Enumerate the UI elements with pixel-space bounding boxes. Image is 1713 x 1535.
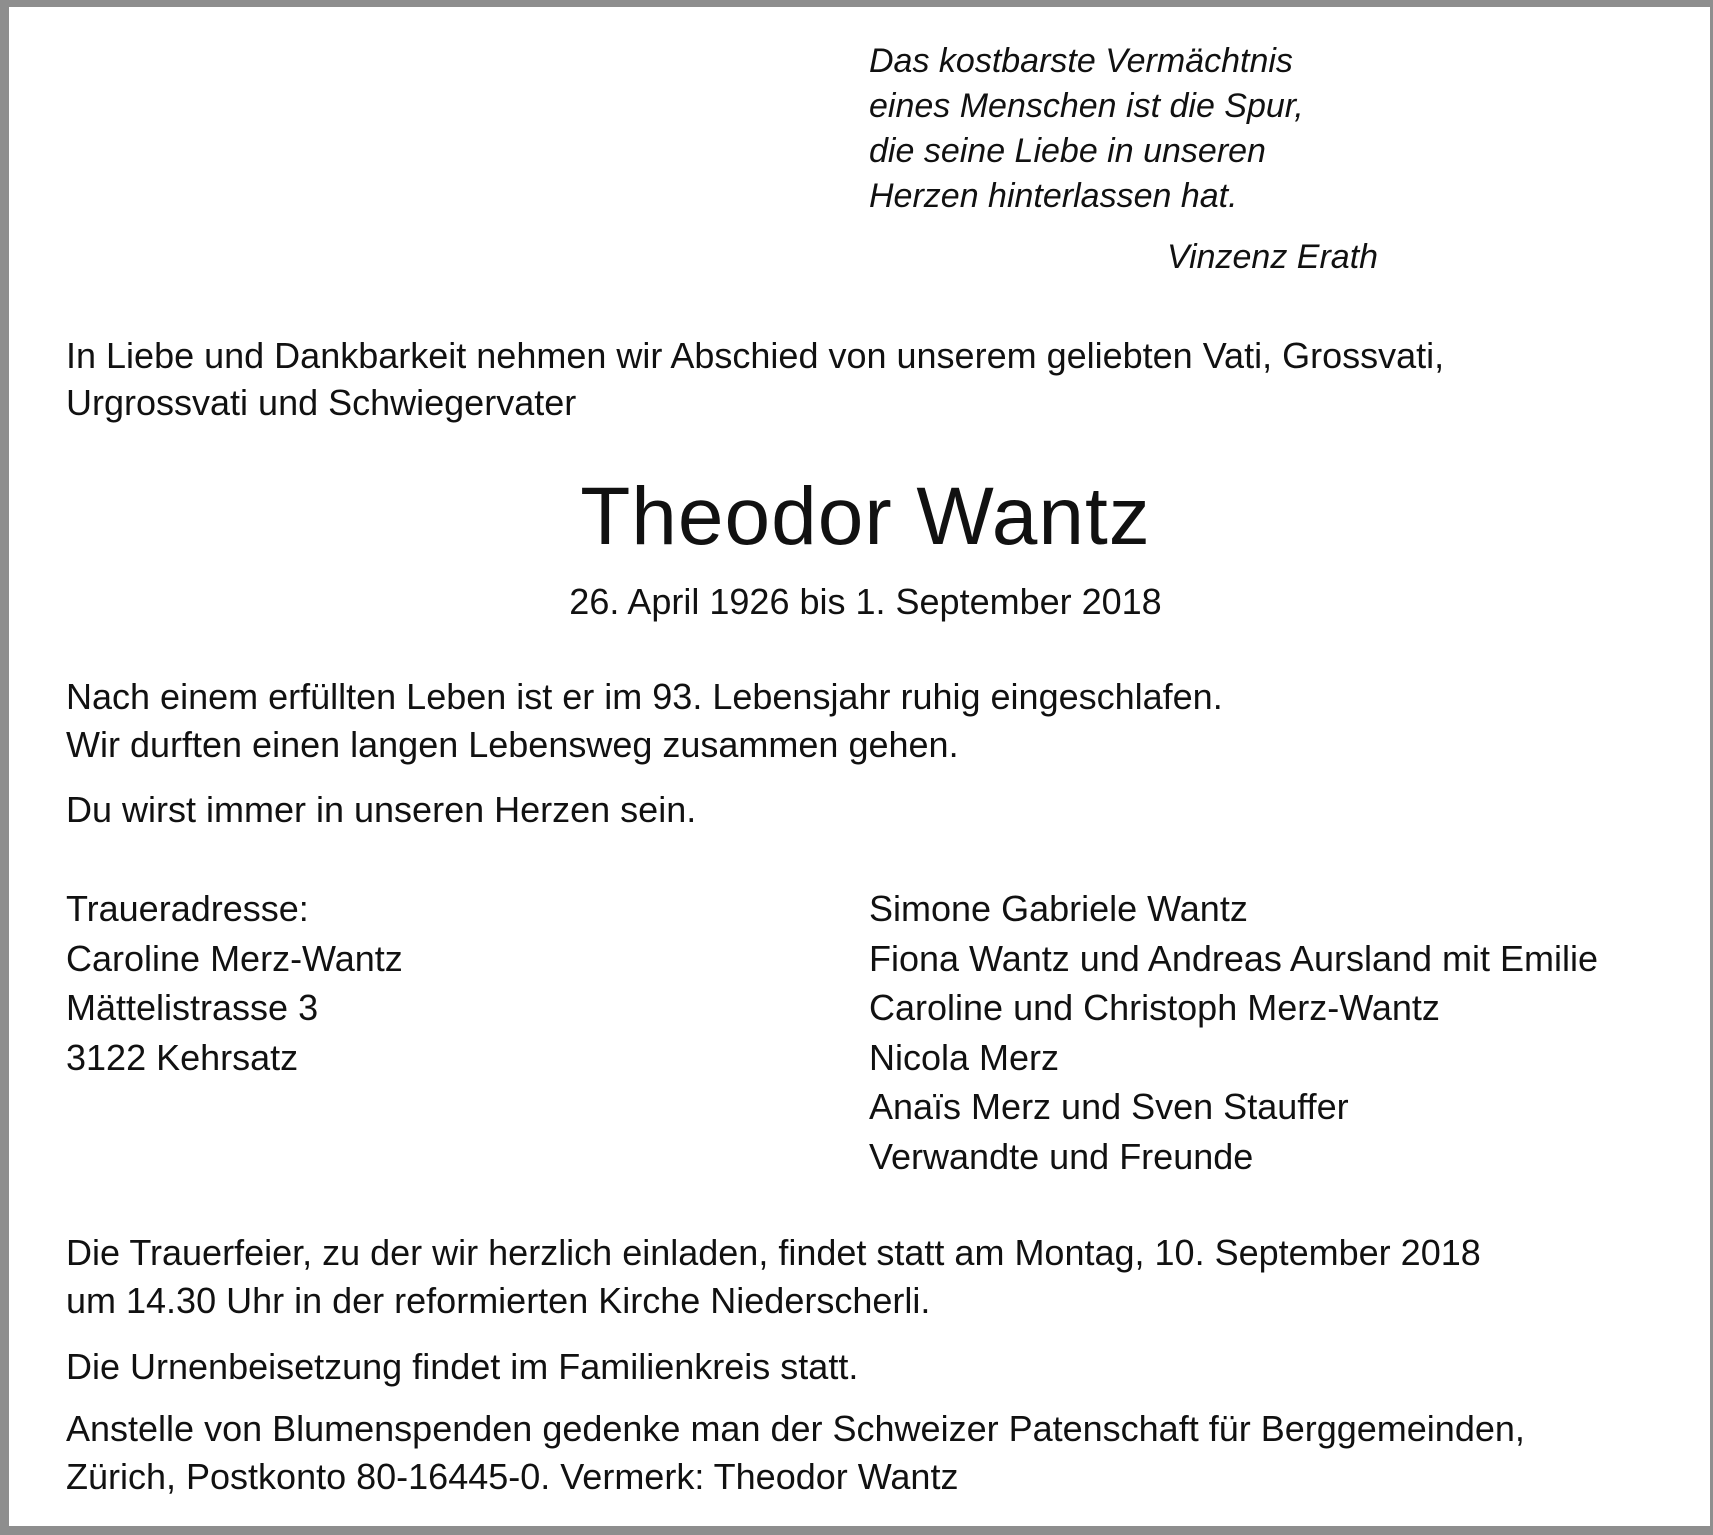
ceremony-line: um 14.30 Uhr in der reformierten Kirche Niederscherli. [66, 1280, 931, 1321]
quote [869, 39, 1304, 219]
quote-line: Das kostbarste Vermächtnis [869, 42, 1293, 80]
message-line: Wir durften einen langen Lebensweg zusammen gehen. [66, 724, 959, 765]
quote-line: die seine Liebe in unseren [869, 132, 1266, 170]
donation-line: Anstelle von Blumenspenden gedenke man der Schweizer Patenschaft für Berggemeinden, [66, 1408, 1525, 1449]
ceremony-text [66, 1229, 1481, 1325]
mourning-address [66, 884, 403, 1082]
mourner-entry: Simone Gabriele Wantz [869, 888, 1248, 929]
closing-line: Du wirst immer in unseren Herzen sein. [66, 789, 697, 830]
mourner-entry: Nicola Merz [869, 1036, 1060, 1078]
mourner-entry: Verwandte und Freunde [869, 1135, 1254, 1177]
quote-line: eines Menschen ist die Spur, [869, 87, 1304, 125]
deceased-name: Theodor Wantz [580, 471, 1151, 562]
intro-line: Urgrossvati und Schwiegervater [66, 382, 577, 423]
message-line: Nach einem erfüllten Leben ist er im 93. Lebensjahr ruhig eingeschlafen. [66, 676, 1223, 717]
quote-author: Vinzenz Erath [1167, 238, 1379, 276]
mourner-entry: Fiona Wantz und Andreas Aursland mit Emilie [869, 937, 1599, 979]
life-dates: 26. April 1926 bis 1. September 2018 [569, 581, 1162, 622]
mourner-entry: Anaïs Merz und Sven Stauffer [869, 1086, 1349, 1127]
mourners-list [869, 884, 1598, 1181]
mourner-entry: Caroline und Christoph Merz-Wantz [869, 987, 1440, 1028]
message-text [66, 673, 1223, 769]
donation-text [66, 1405, 1525, 1501]
burial-text: Die Urnenbeisetzung findet im Familienkreis statt. [66, 1346, 859, 1387]
address-line: Mättelistrasse 3 [66, 987, 319, 1028]
donation-line: Zürich, Postkonto 80-16445-0. Vermerk: Theodor Wantz [66, 1456, 959, 1497]
intro-line: In Liebe und Dankbarkeit nehmen wir Abschied von unserem geliebten Vati, Grossvati, [66, 335, 1445, 376]
quote-line: Herzen hinterlassen hat. [869, 177, 1238, 215]
address-line: Caroline Merz-Wantz [66, 937, 403, 979]
ceremony-line: Die Trauerfeier, zu der wir herzlich einladen, findet statt am Montag, 10. September 2018 [66, 1232, 1481, 1273]
intro-text [66, 332, 1444, 426]
address-label: Traueradresse: [66, 888, 309, 929]
address-line: 3122 Kehrsatz [66, 1036, 299, 1078]
